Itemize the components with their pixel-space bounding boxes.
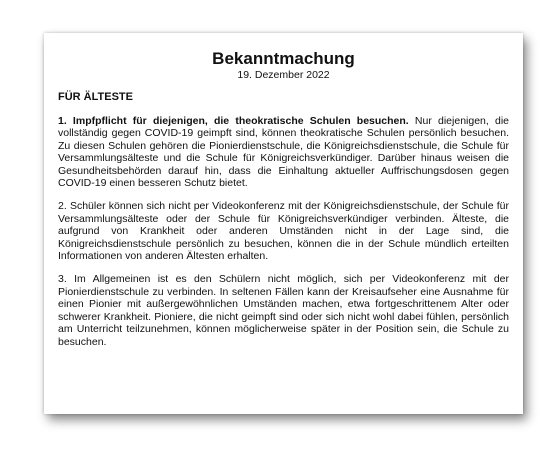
paragraph-1: [58, 115, 509, 189]
document-date: 19. Dezember 2022: [237, 69, 330, 81]
paragraph-2-text: 2. Schüler können sich nicht per Videokonferenz mit der Königreichsdienstschule, der Schule für Versammlungsälteste oder der Schule für Königreichsverkündiger verbinden. Älteste, die aufgrund von Krankheit oder anderen Umständen nicht in der Lage sind, die Königreichsdienstschule persönlich zu besuchen, können die in der Schule mündlich erteilten Informationen von anderen Ältesten erhalten.: [58, 200, 509, 263]
document-title: Bekanntmachung: [212, 49, 355, 68]
paragraph-3: [58, 273, 509, 347]
section-heading: FÜR ÄLTESTE: [58, 91, 133, 103]
paragraph-2: [58, 200, 509, 262]
paragraph-3-text: 3. Im Allgemeinen ist es den Schülern nicht möglich, sich per Videokonferenz mit der Pionierdienstschule zu verbinden. In seltenen Fällen kann der Kreisaufseher eine Ausnahme für einen Pionier mit außergewöhnlichen Umständen machen, etwa fortgeschrittenem Alter oder schwerer Krankheit. Pioniere, die nicht geimpft sind oder sich nicht wohl dabei fühlen, persönlich am Unterricht teilzunehmen, können möglicherweise später in der Position sein, die Schule zu besuchen.: [58, 273, 509, 348]
paragraph-1-text: Nur diejenigen, die vollständig gegen COVID-19 geimpft sind, können theokratische Schulen persönlich besuchen. Zu diesen Schulen gehören die Pionierdienstschule, die Königreichsdienstschule, die Schule für Versammlungsälteste und die Schule für Königreichsverkündiger. Darüber hinaus weisen die Gesundheitsbehörden darauf hin, dass die Einhaltung aktueller Auffrischungsdosen gegen COVID-19 einen besseren Schutz bietet.: [58, 115, 509, 190]
paragraph-1-lead: 1. Impfpflicht für diejenigen, die theokratische Schulen besuchen.: [58, 115, 409, 127]
announcement-document: [44, 33, 523, 414]
